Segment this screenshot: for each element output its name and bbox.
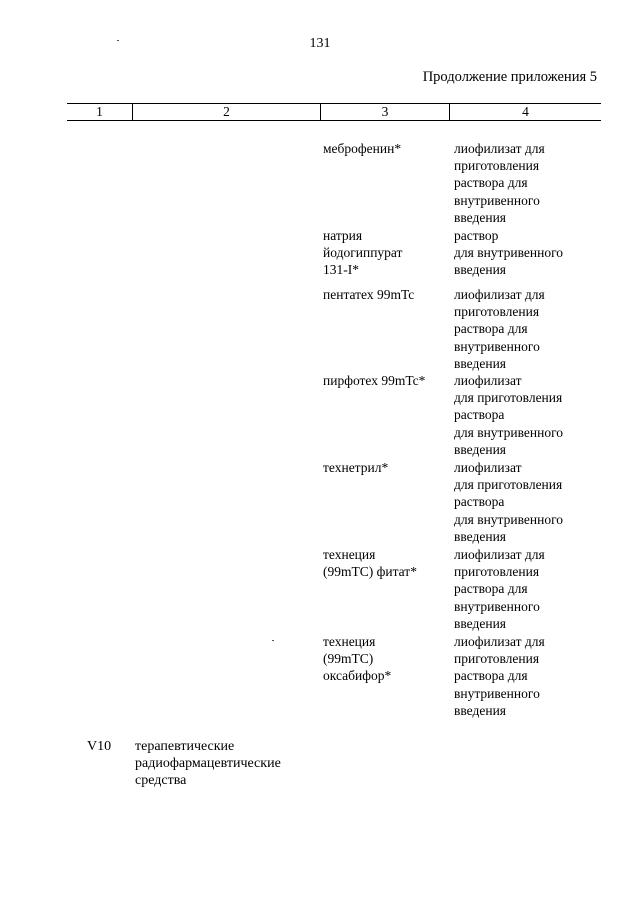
drug-name [323, 546, 448, 580]
dosage-form-line: для внутривенного [454, 511, 564, 527]
dosage-form-line: для внутривенного [454, 245, 564, 261]
drug-name-line: натрия [323, 228, 363, 243]
dosage-form-line: лиофилизат для [454, 287, 545, 302]
scan-speck [272, 640, 274, 641]
dosage-form-line: введения [454, 262, 507, 278]
dosage-form-line: раствора [454, 494, 505, 510]
dosage-form-line: внутривенного [454, 338, 540, 354]
drug-name-line: технеция [323, 547, 376, 562]
drug-name [323, 372, 448, 389]
dosage-form-line: лиофилизат для [454, 141, 545, 156]
dosage-form-line: приготовления [454, 158, 540, 174]
dosage-form-line: внутривенного [454, 598, 540, 614]
drug-name [323, 633, 448, 685]
drug-name-line: 131-I* [323, 262, 359, 278]
dosage-form-line: внутривенного [454, 192, 540, 208]
dosage-form-line: лиофилизат [454, 373, 522, 388]
header-col-2: 2 [223, 104, 230, 119]
group-name-line: терапевтические [135, 739, 235, 754]
drug-name [323, 286, 448, 303]
dosage-form [454, 227, 614, 279]
dosage-form-line: введения [454, 528, 507, 544]
page-number: 131 [309, 36, 331, 51]
dosage-form-line: введения [454, 702, 507, 718]
drug-name [323, 227, 448, 279]
drug-name-line: пирфотех 99mTc* [323, 373, 426, 388]
dosage-form-line: приготовления [454, 564, 540, 580]
dosage-form [454, 372, 614, 458]
drug-name-line: оксабифор* [323, 668, 392, 684]
header-bottom-rule [67, 120, 601, 121]
dosage-form-line: раствора для [454, 321, 528, 337]
dosage-form-line: лиофилизат [454, 460, 522, 475]
group-name-line: средства [135, 773, 187, 789]
group-name [135, 738, 281, 790]
dosage-form-line: введения [454, 209, 507, 225]
drug-name-line: йодогиппурат [323, 245, 403, 261]
scan-speck [117, 40, 119, 41]
dosage-form-line: введения [454, 355, 507, 371]
dosage-form-line: раствора для [454, 175, 528, 191]
group-name-line: радиофармацевтические [135, 756, 281, 772]
dosage-form-line: раствора [454, 407, 505, 423]
header-col-1: 1 [96, 104, 103, 119]
dosage-form-line: введения [454, 441, 507, 457]
dosage-form [454, 140, 614, 226]
dosage-form-line: лиофилизат для [454, 547, 545, 562]
dosage-form-line: приготовления [454, 651, 540, 667]
dosage-form-line: раствора для [454, 581, 528, 597]
dosage-form-line: раствора для [454, 668, 528, 684]
dosage-form-line: внутривенного [454, 685, 540, 701]
dosage-form-line: введения [454, 615, 507, 631]
dosage-form [454, 286, 614, 372]
dosage-form-line: для внутривенного [454, 424, 564, 440]
dosage-form-line: лиофилизат для [454, 634, 545, 649]
drug-name-line: (99mTC) [323, 651, 374, 667]
header-col-4: 4 [522, 104, 529, 119]
dosage-form [454, 459, 614, 545]
dosage-form [454, 546, 614, 632]
drug-name-line: пентатех 99mTc [323, 287, 415, 302]
dosage-form-line: приготовления [454, 304, 540, 320]
drug-name-line: меброфенин* [323, 141, 402, 156]
atc-code: V10 [87, 739, 112, 754]
drug-name [323, 459, 448, 476]
dosage-form-line: для приготовления [454, 477, 563, 493]
drug-name [323, 140, 448, 157]
continuation-title: Продолжение приложения 5 [422, 69, 597, 85]
header-col-3: 3 [381, 104, 389, 119]
drug-name-line: технеция [323, 634, 376, 649]
drug-name-line: (99mTC) фитат* [323, 564, 417, 580]
dosage-form-line: для приготовления [454, 390, 563, 406]
dosage-form-line: раствор [454, 228, 499, 243]
drug-name-line: технетрил* [323, 460, 389, 475]
dosage-form [454, 633, 614, 719]
